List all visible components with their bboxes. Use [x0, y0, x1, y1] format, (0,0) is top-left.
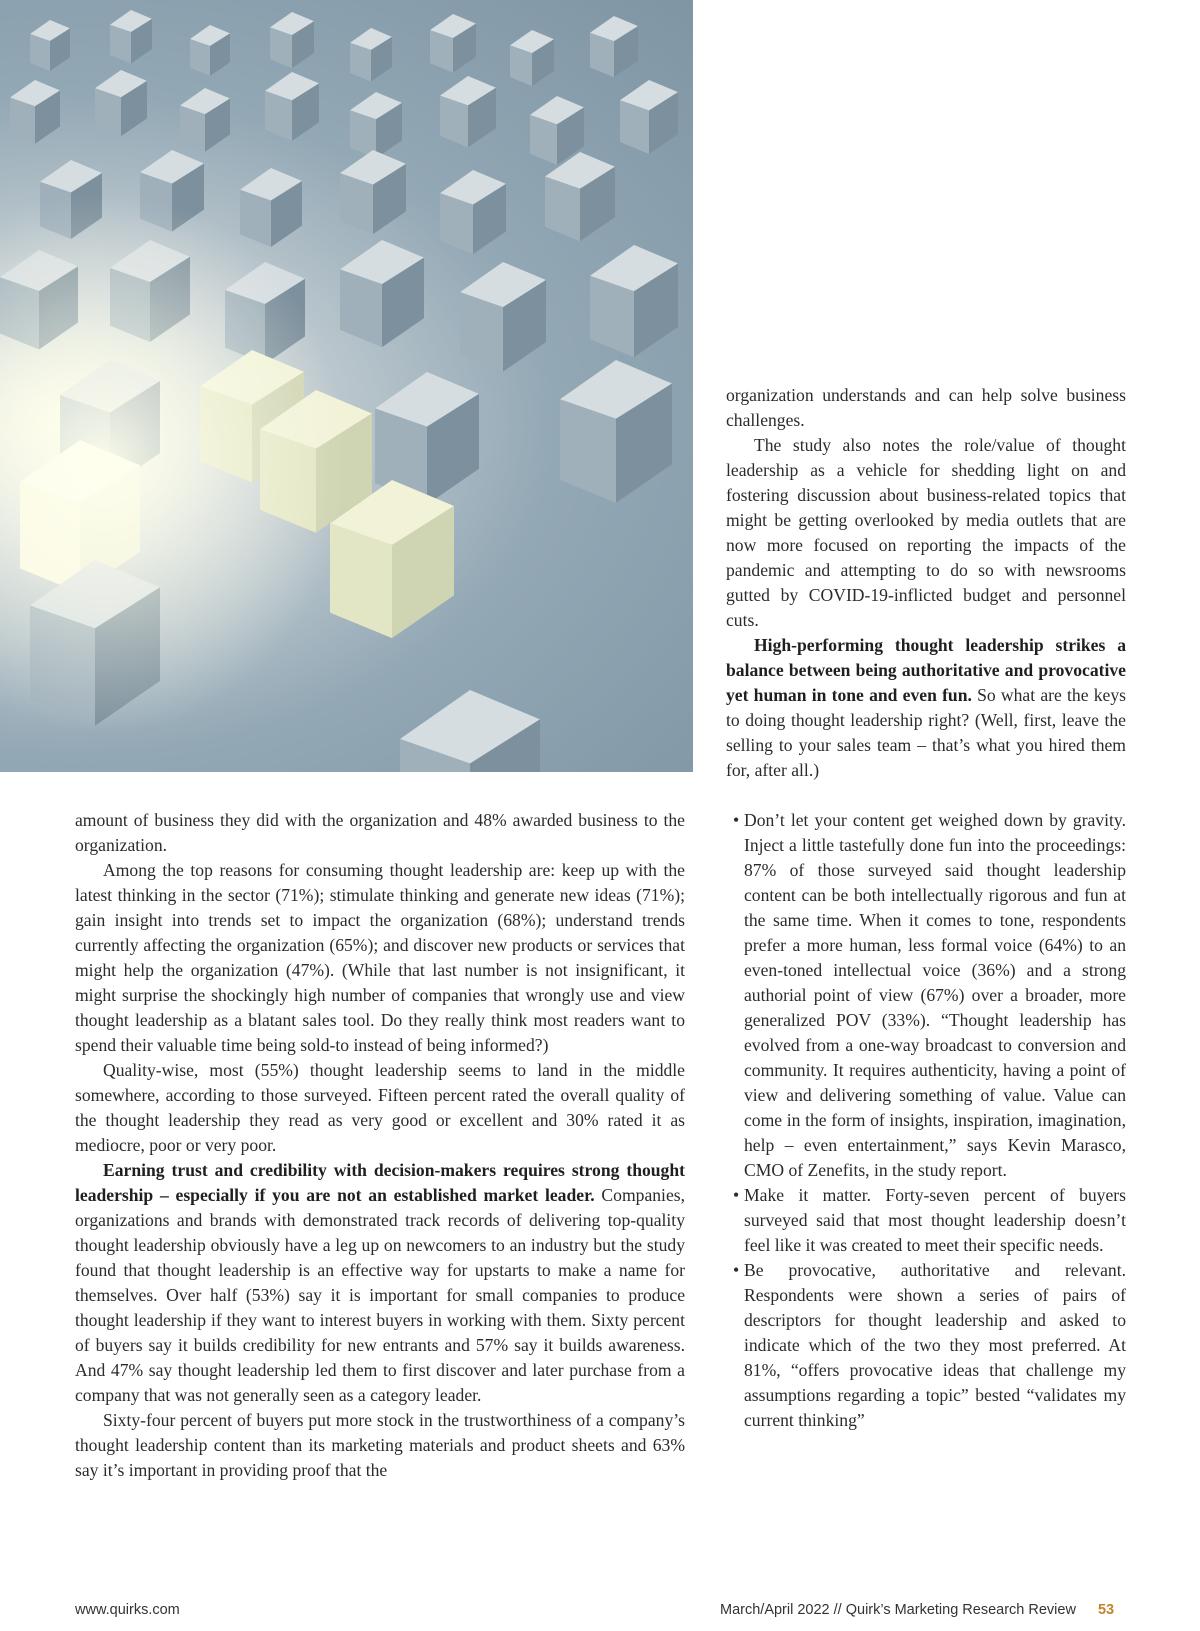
right-paragraph-2: The study also notes the role/value of thought leadership as a vehicle for shedding light on and fostering discussion about business-related topics that might be getting overlooked by media outlets that are now more focused on reporting the impacts of the pandemic and attempting to do so with newsrooms gutted by COVID-19-inflicted budget and personnel cuts. [726, 435, 1126, 630]
list-item: • Make it matter. Forty-seven percent of buyers surveyed said that most thought leadership doesn’t feel like it was created to meet their specific needs. [726, 1183, 1126, 1258]
left-paragraph-2: Among the top reasons for consuming thought leadership are: keep up with the latest thinking in the sector (71%); stimulate thinking and generate new ideas (71%); gain insight into trends set to impact the organization (68%); understand trends currently affecting the organization (65%); and discover new products or services that might help the organization (47%). (While that last number is not insignificant, it might surprise the shockingly high number of companies that wrongly use and view thought leadership as a blatant sales tool. Do they really think most readers want to spend their valuable time being sold-to instead of being informed?) [75, 860, 685, 1055]
left-paragraph-1: amount of business they did with the organization and 48% awarded business to the organization. [75, 810, 685, 855]
list-item: • Be provocative, authoritative and relevant. Respondents were shown a series of pairs of descriptors for thought leadership and asked to indicate which of the two they most preferred. At 81%, “offers provocative ideas that challenge my assumptions regarding a topic” bested “validates my current thinking” [726, 1258, 1126, 1433]
footer-issue [720, 1602, 1114, 1618]
right-column [726, 383, 1126, 1433]
left-paragraph-3: Quality-wise, most (55%) thought leadership seems to land in the middle somewhere, according to those surveyed. Fifteen percent rated the overall quality of the thought leadership they read as very good or excellent and 30% rated it as mediocre, poor or very poor. [75, 1060, 685, 1155]
cubes-illustration [0, 0, 693, 772]
left-paragraph-4-body: Companies, organizations and brands with demonstrated track records of delivering top-quality thought leadership obviously have a leg up on newcomers to an industry but the study found that thought leadership is an effective way for upstarts to make a name for themselves. Over half (53%) say it is important for small companies to produce thought leadership if they want to interest buyers in working with them. Sixty percent of buyers say it builds credibility for new entrants and 57% say it builds awareness. And 47% say thought leadership led them to first discover and later purchase from a company that was not generally seen as a category leader. [75, 1185, 685, 1405]
left-column [75, 808, 685, 1483]
footer-issue-text: March/April 2022 // Quirk’s Marketing Research Review [720, 1602, 1076, 1618]
list-item: • Don’t let your content get weighed down by gravity. Inject a little tastefully done fun into the proceedings: 87% of those surveyed said thought leadership content can be both intellectually rigorous and fun at the same time. When it comes to tone, respondents prefer a more human, less formal voice (64%) to an even-toned intellectual voice (36%) and a strong authorial point of view (67%) over a broader, more generalized POV (33%). “Thought leadership has evolved from a one-way broadcast to conversion and community. It requires authenticity, having a point of view and delivering something of value. Value can come in the form of insights, inspiration, imagination, help – even entertainment,” says Kevin Marasco, CMO of Zenefits, in the study report. [726, 808, 1126, 1183]
left-paragraph-4-lead: Earning trust and credibility with decision-makers requires strong thought leadership – especially if you are not an established market leader. [75, 1160, 685, 1205]
page-number: 53 [1097, 1602, 1115, 1618]
right-paragraph-3 [726, 633, 1126, 783]
left-paragraph-5: Sixty-four percent of buyers put more stock in the trustworthiness of a company’s thought leadership content than its marketing materials and product sheets and 63% say it’s important in providing proof that the [75, 1410, 685, 1480]
key-points-list [726, 808, 1126, 1433]
right-paragraph-3-lead: High-performing thought leadership strikes a balance between being authoritative and provocative yet human in tone and even fun. [726, 635, 1126, 705]
right-paragraph-1: organization understands and can help solve business challenges. [726, 385, 1126, 430]
footer-website: www.quirks.com [75, 1602, 180, 1618]
left-paragraph-4 [75, 1158, 685, 1408]
right-paragraph-3-body: So what are the keys to doing thought leadership right? (Well, first, leave the selling to your sales team – that’s what you hired them for, after all.) [726, 685, 1126, 780]
hero-image [0, 0, 693, 772]
